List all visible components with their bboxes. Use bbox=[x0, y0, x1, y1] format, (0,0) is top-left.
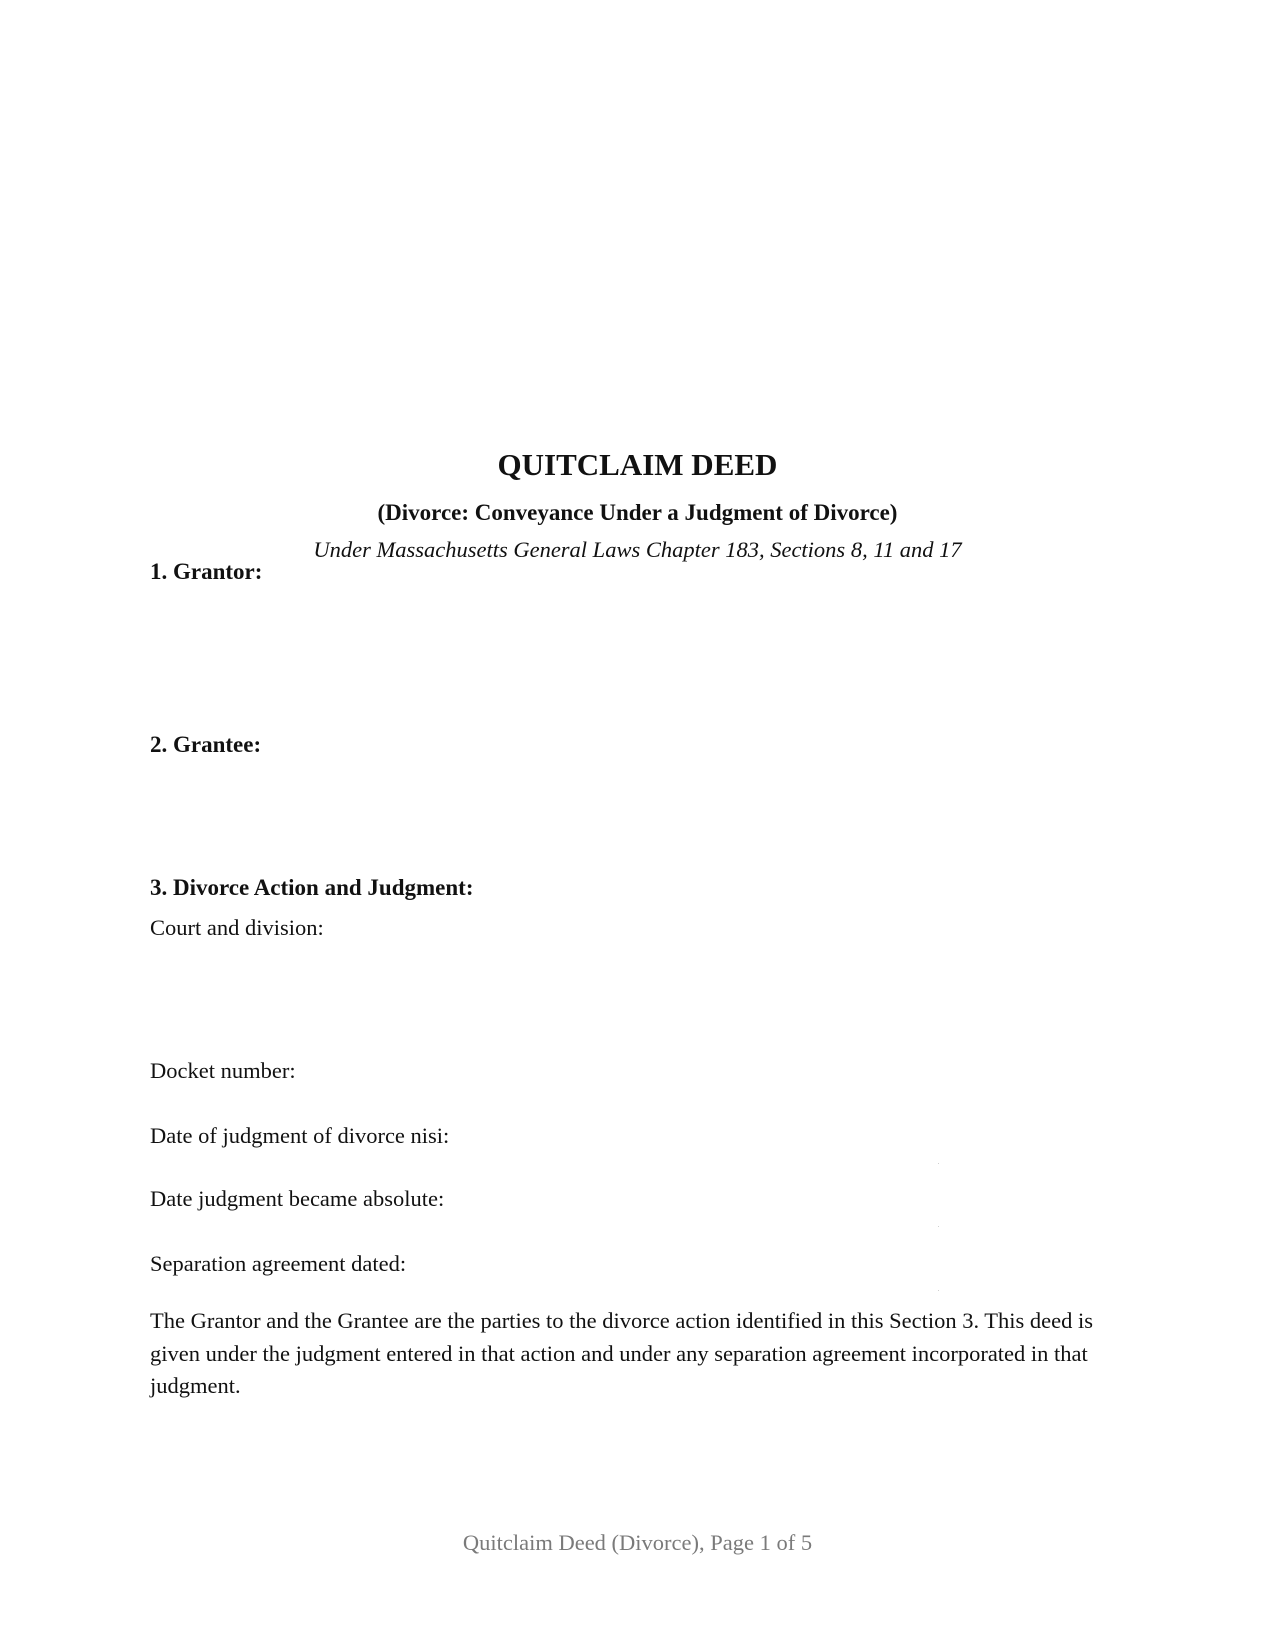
grantor-heading: 1. Grantor: bbox=[150, 559, 263, 584]
field-marker bbox=[938, 1226, 939, 1227]
page-footer: Quitclaim Deed (Divorce), Page 1 of 5 bbox=[462, 1530, 813, 1555]
statute-reference: Under Massachusetts General Laws Chapter 183, Sections 8, 11 and 17 bbox=[313, 537, 962, 562]
grantee-heading: 2. Grantee: bbox=[150, 732, 262, 757]
judgment-absolute-date-label: Date judgment became absolute: bbox=[150, 1186, 445, 1211]
divorce-section-heading: 3. Divorce Action and Judgment: bbox=[150, 875, 474, 900]
field-marker bbox=[938, 1163, 939, 1164]
document-subtitle: (Divorce: Conveyance Under a Judgment of Divorce) bbox=[377, 500, 898, 525]
separation-agreement-date-label: Separation agreement dated: bbox=[150, 1251, 407, 1276]
document-title: QUITCLAIM DEED bbox=[497, 447, 778, 482]
divorce-statement-paragraph: The Grantor and the Grantee are the parties to the divorce action identified in this Section 3. This deed is given under the judgment entered in that action and under any separation agreement incorporated in that judgment. bbox=[150, 1308, 1094, 1398]
docket-number-label: Docket number: bbox=[150, 1058, 296, 1083]
divorce-nisi-date-label: Date of judgment of divorce nisi: bbox=[150, 1123, 450, 1148]
field-marker bbox=[938, 1290, 939, 1291]
court-division-label: Court and division: bbox=[150, 915, 324, 940]
